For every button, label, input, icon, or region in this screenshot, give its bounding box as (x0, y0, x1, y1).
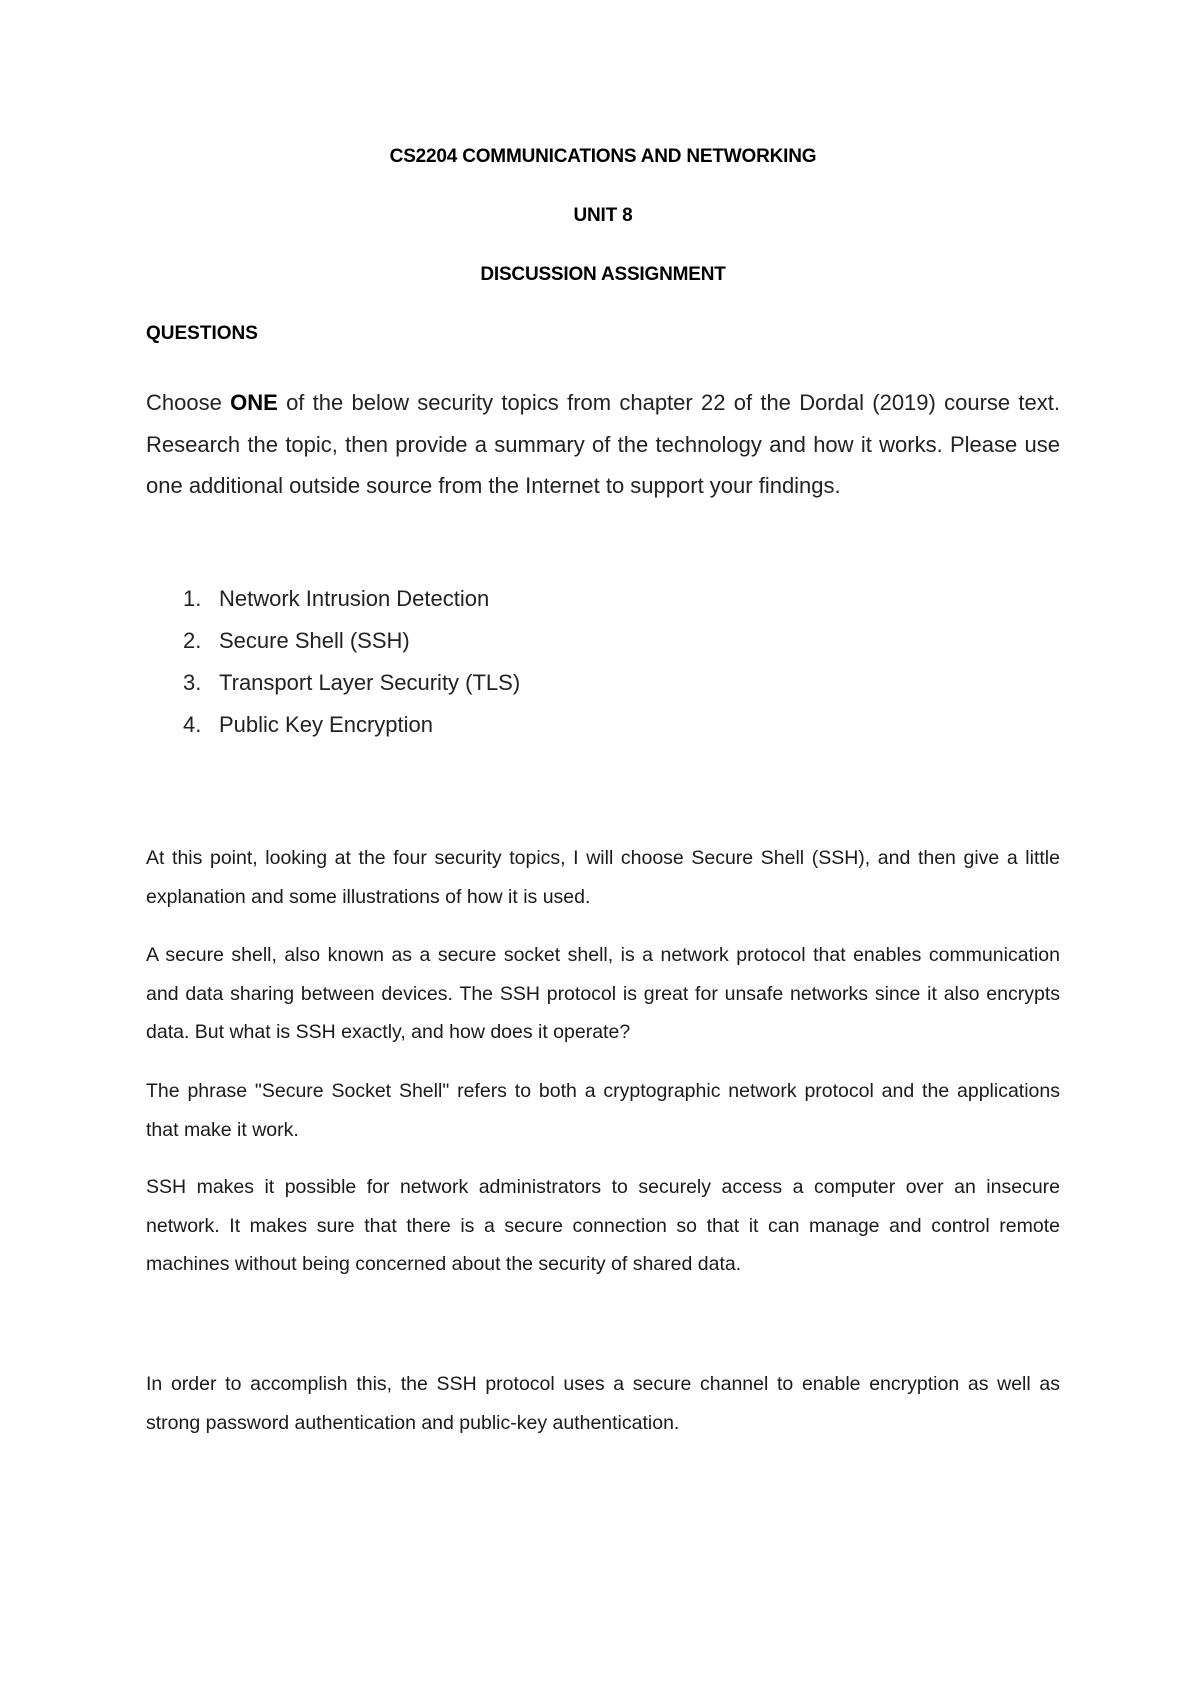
question-paragraph (146, 382, 1060, 507)
answer-paragraph-phrase: The phrase "Secure Socket Shell" refers to both a cryptographic network protocol and the applications that make it work. (146, 1080, 1060, 1141)
list-item-label: Secure Shell (SSH) (219, 628, 410, 653)
list-item-label: Public Key Encryption (219, 712, 433, 737)
list-item-number: 3. (183, 670, 202, 695)
list-item-label: Network Intrusion Detection (219, 586, 490, 611)
list-item-number: 1. (183, 586, 202, 611)
course-title: CS2204 COMMUNICATIONS AND NETWORKING (389, 146, 817, 167)
question-text-after: of the below security topics from chapter 22 of the Dordal (2019) course text. Research the topic, then provide a summary of the technology and how it works. Please use one additional outside source from the Internet to support your findings. (146, 390, 1060, 498)
list-item-number: 4. (183, 712, 202, 737)
question-emphasis: ONE (230, 390, 278, 415)
assignment-type-heading: DISCUSSION ASSIGNMENT (480, 264, 726, 285)
question-text-before: Choose (146, 390, 231, 415)
answer-paragraph-intro: At this point, looking at the four security topics, I will choose Secure Shell (SSH), and then give a little explanation and some illustrations of how it is used. (146, 847, 1060, 908)
questions-heading: QUESTIONS (146, 323, 258, 344)
list-item-number: 2. (183, 628, 202, 653)
answer-paragraph-encryption: In order to accomplish this, the SSH protocol uses a secure channel to enable encryption as well as strong password authentication and public-key authentication. (146, 1373, 1060, 1434)
unit-heading: UNIT 8 (573, 205, 633, 226)
answer-paragraph-admin-access: SSH makes it possible for network administrators to securely access a computer over an insecure network. It makes sure that there is a secure connection so that it can manage and control remote machines without being concerned about the security of shared data. (146, 1176, 1060, 1275)
answer-paragraph-definition: A secure shell, also known as a secure socket shell, is a network protocol that enables communication and data sharing between devices. The SSH protocol is great for unsafe networks since it also encrypts data. But what is SSH exactly, and how does it operate? (146, 944, 1060, 1043)
list-item-label: Transport Layer Security (TLS) (219, 670, 521, 695)
